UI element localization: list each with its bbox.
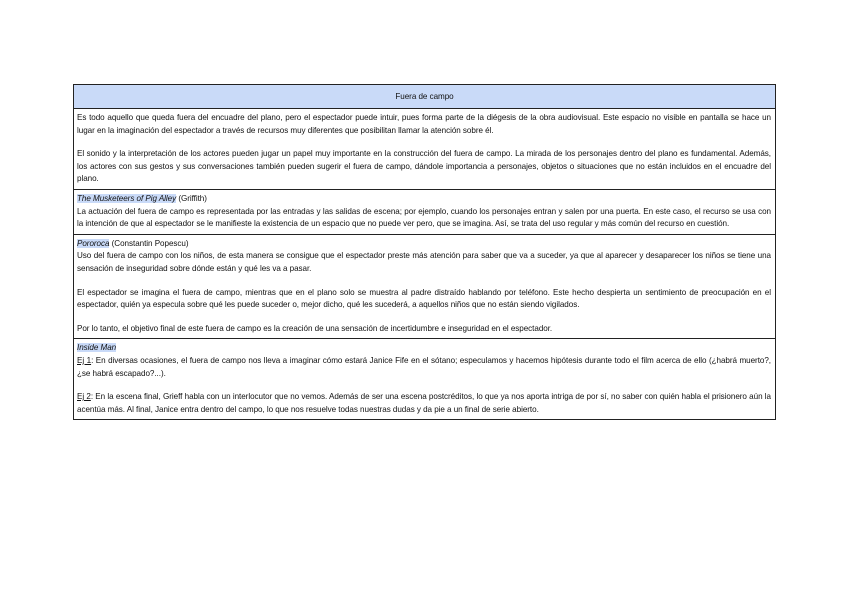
- inside-man-row: [74, 338, 775, 419]
- musketeers-film-title: The Musketeers of Pig Alley: [77, 193, 177, 203]
- pororoca-row: [74, 234, 775, 339]
- pororoca-paragraph-1: Uso del fuera de campo con los niños, de esta manera se consigue que el espectador preste más atención para saber que va a suceder, ya que al aparecer y desaparecer los niños se tiene una sensación de inseguridad sobre dónde están y qué les va a pasar.: [77, 251, 771, 273]
- inside-man-example-2: [77, 391, 771, 416]
- musketeers-heading: [77, 193, 771, 206]
- definition-paragraph-1: Es todo aquello que queda fuera del encuadre del plano, pero el espectador puede intuir, pues forma parte de la diégesis de la obra audiovisual. Este espacio no visible en pantalla se hace un lugar en la imaginación del espectador a través de recursos muy diferentes que posibilitan llamar la atención sobre él.: [77, 113, 771, 135]
- musketeers-text: La actuación del fuera de campo es representada por las entradas y las salidas de escena; por ejemplo, cuando los personajes entran y salen por una puerta. En este caso, el recurso se usa con la intención de que al espectador se le manifieste la existencia de un espacio que no puede ver pero, que se imagina. Así, se trata del uso regular y más común del recurso en cuestión.: [77, 206, 771, 229]
- table-header-title: Fuera de campo: [395, 92, 454, 101]
- musketeers-row: [74, 189, 775, 234]
- definition-paragraph-2: El sonido y la interpretación de los actores pueden jugar un papel muy importante en la construcción del fuera de campo. La mirada de los personajes dentro del plano es fundamental. Además, los actores con sus gestos y sus conversaciones también pueden sugerir el fuera de campo, dándole importancia a personajes, objetos o situaciones que no están incluidos en el encuadre del plano.: [77, 149, 771, 184]
- fuera-de-campo-table: [73, 84, 776, 420]
- inside-man-heading: [77, 342, 771, 355]
- pororoca-paragraph-3: Por lo tanto, el objetivo final de este fuera de campo es la creación de una sensación de incertidumbre e inseguridad en el espectador.: [77, 323, 553, 333]
- inside-man-film-title: Inside Man: [77, 343, 117, 353]
- inside-man-example-1: [77, 355, 771, 380]
- pororoca-heading: [77, 238, 771, 251]
- table-header-row: [74, 85, 775, 108]
- example-2-text: : En la escena final, Grieff habla con un interlocutor que no vemos. Además de ser una escena postcréditos, lo que ya nos aporta intriga de por sí, no saber con quién habla el prisionero aún la acentúa más. Al final, Janice entra dentro del campo, lo que nos resuelve todas nuestras dudas y da pie a un final de serie abierto.: [77, 392, 771, 414]
- pororoca-paragraph-2: El espectador se imagina el fuera de campo, mientras que en el plano solo se muestra al padre distraído hablando por teléfono. Este hecho despierta un sentimiento de preocupación en el espectador, quién ya especula sobre qué les puede suceder o, mejor dicho, qué les sucederá, a aquellos niños que no están siendo vigilados.: [77, 287, 771, 310]
- pororoca-director: (Constantin Popescu): [109, 238, 189, 248]
- example-2-label: Ej 2: [77, 392, 91, 402]
- pororoca-film-title: Pororoca: [77, 238, 110, 248]
- definition-row: [74, 108, 775, 189]
- musketeers-director: (Griffith): [176, 193, 207, 203]
- example-1-text: : En diversas ocasiones, el fuera de campo nos lleva a imaginar cómo estará Janice Fife en el sótano; especulamos y hacemos hipótesis durante todo el film acerca de ello (¿habrá muerto?, ¿se habrá escapado?...).: [77, 355, 771, 378]
- example-1-label: Ej 1: [77, 355, 92, 365]
